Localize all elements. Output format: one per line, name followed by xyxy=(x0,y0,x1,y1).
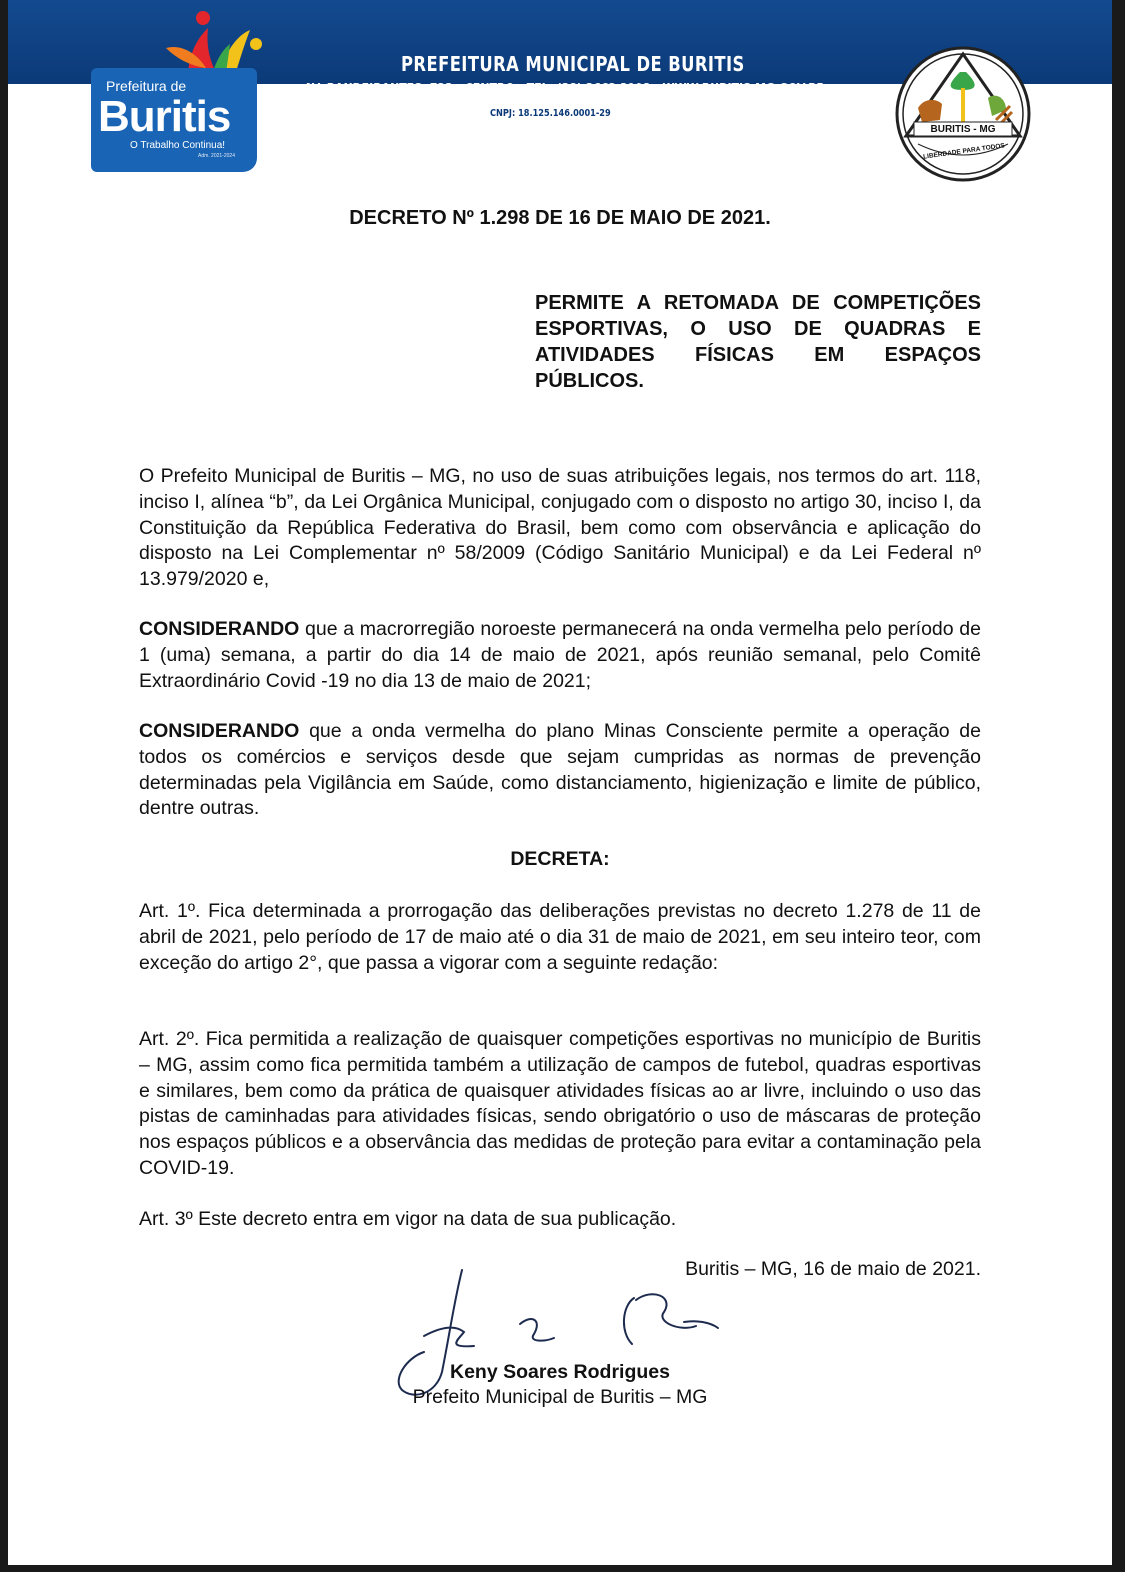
considerando-text: que a onda vermelha do plano Minas Consciente permite a operação de todos os comércios e serviços desde que sejam cumpridas as normas de prevenção determinadas pela Vigilância em Saúde, como distanciamento, higienização e limite de público, dentre outras. xyxy=(139,720,981,820)
decreta-heading: DECRETA: xyxy=(510,848,610,870)
place-and-date: Buritis – MG, 16 de maio de 2021. xyxy=(685,1258,981,1280)
article-1: Art. 1º. Fica determinada a prorrogação das deliberações previstas no decreto 1.278 de 11 de abril de 2021, pelo período de 17 de maio até o dia 31 de maio de 2021, em seu inteiro teor, com exceção do artigo 2°, que passa a vigorar com a seguinte redação: xyxy=(139,900,981,974)
signer-name: Keny Soares Rodrigues xyxy=(450,1361,670,1383)
header-title: PREFEITURA MUNICIPAL DE BURITIS xyxy=(401,52,745,76)
logo-name-text: Buritis xyxy=(98,92,231,141)
logo-tagline: O Trabalho Continua! xyxy=(130,140,226,151)
seal-name-text: BURITIS - MG xyxy=(930,124,996,135)
logo-prefix-text: Prefeitura de xyxy=(106,78,187,94)
document-page xyxy=(8,0,1112,1565)
considerando-lead: CONSIDERANDO xyxy=(139,720,300,742)
buritis-logo xyxy=(88,8,268,173)
signer-role: Prefeito Municipal de Buritis – MG xyxy=(412,1386,708,1408)
logo-administration: Adm. 2021-2024 xyxy=(198,153,235,159)
intro-paragraph: O Prefeito Municipal de Buritis – MG, no uso de suas atribuições legais, nos termos do art. 118, inciso I, alínea “b”, da Lei Orgânica Municipal, conjugado com o disposto no artigo 30, inciso I, da Constituição da República Federativa do Brasil, bem como com observância e aplicação do disposto na Lei Complementar nº 58/2009 (Código Sanitário Municipal) e da Lei Federal nº 13.979/2020 e, xyxy=(139,465,981,591)
decree-summary: PERMITE A RETOMADA DE COMPETIÇÕES ESPORTIVAS, O USO DE QUADRAS E ATIVIDADES FÍSICAS EM ESPAÇOS PÚBLICOS. xyxy=(535,292,981,392)
header-cnpj: CNPJ: 18.125.146.0001-29 xyxy=(490,108,611,119)
considerando-paragraph-1 xyxy=(139,617,981,694)
seal-motto-text: LIBERDADE PARA TODOS xyxy=(922,142,1006,161)
header-address: AV. BANDEIRANTES, 723 - CENTRO - TEL: (38) 3662 3908 - WWW.BURITIS.MG.GOV.BR xyxy=(304,82,825,97)
considerando-text: que a macrorregião noroeste permanecerá na onda vermelha pelo período de 1 (uma) semana, a partir do dia 14 de maio de 2021, após reunião semanal, pelo Comitê Extraordinário Covid -19 no dia 13 de maio de 2021; xyxy=(139,618,981,692)
municipal-seal-icon xyxy=(888,44,1038,184)
considerando-paragraph-2 xyxy=(139,719,981,822)
decree-title: DECRETO Nº 1.298 DE 16 DE MAIO DE 2021. xyxy=(349,207,771,229)
article-3: Art. 3º Este decreto entra em vigor na data de sua publicação. xyxy=(139,1208,677,1230)
article-2: Art. 2º. Fica permitida a realização de quaisquer competições esportivas no município de Buritis – MG, assim como fica permitida também a utilização de campos de futebol, quadras esportivas e similares, bem como da prática de quaisquer atividades físicas ao ar livre, incluindo o uso das pistas de caminhadas para atividades físicas, sendo obrigatório o uso de máscaras de proteção nos espaços públicos e a observância das medidas de proteção para evitar a contaminação pela COVID-19. xyxy=(139,1028,981,1179)
considerando-lead: CONSIDERANDO xyxy=(139,618,300,640)
